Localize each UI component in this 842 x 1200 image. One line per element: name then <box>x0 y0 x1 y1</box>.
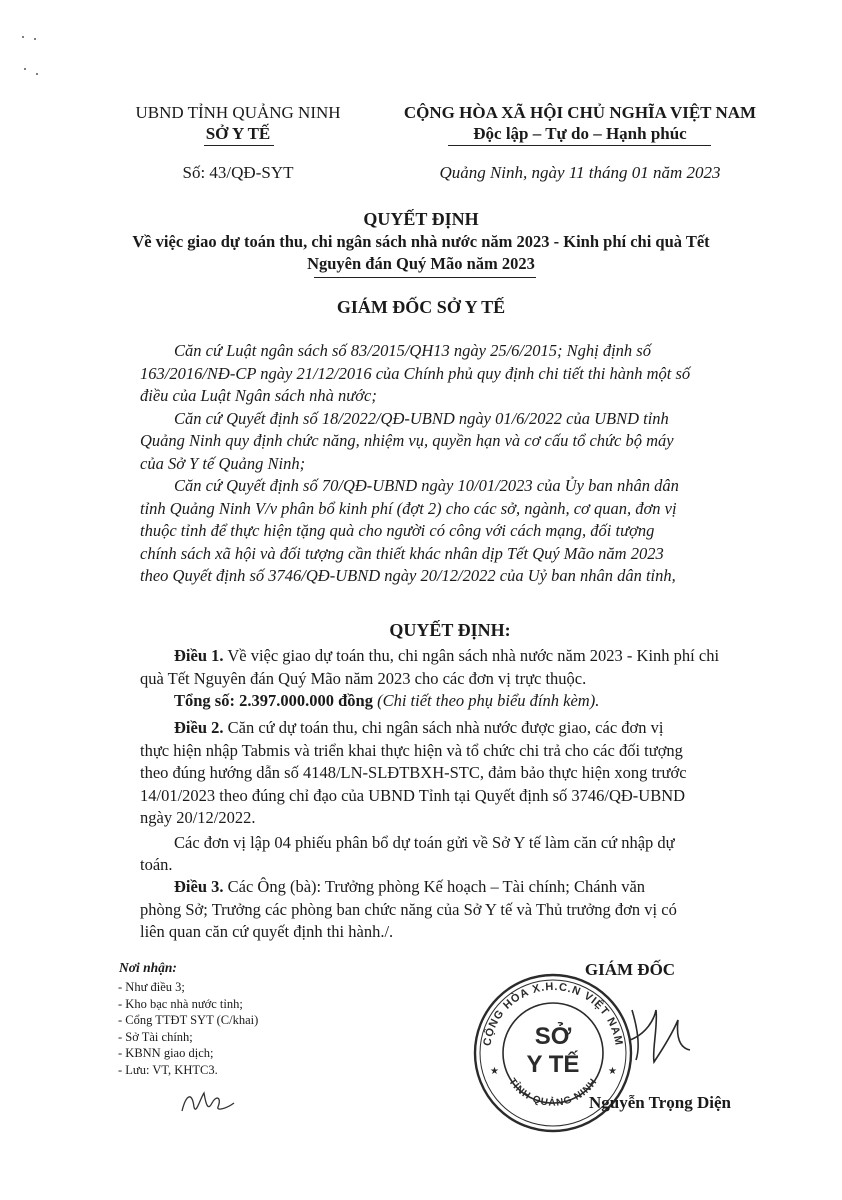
national-motto: Độc lập – Tự do – Hạnh phúc <box>473 124 687 143</box>
legal-basis-line: theo Quyết định số 3746/QĐ-UBND ngày 20/12/2022 của Uỷ ban nhân dân tỉnh, <box>140 566 676 585</box>
scan-speck <box>22 36 24 38</box>
legal-basis-line: thuộc tỉnh để thực hiện tặng quà cho người có công với cách mạng, đối tượng <box>140 521 655 540</box>
handwritten-signature <box>618 990 708 1070</box>
article-2-text-cont: ngày 20/12/2022. <box>140 808 256 827</box>
legal-basis-line: Căn cứ Luật ngân sách số 83/2015/QH13 ngày 25/6/2015; Nghị định số <box>174 341 651 360</box>
legal-basis-line: tỉnh Quảng Ninh V/v phân bổ kinh phí (đợt 2) cho các sở, ngành, cơ quan, đơn vị <box>140 498 677 518</box>
seal-star-right: ★ <box>608 1066 617 1077</box>
recipients-list <box>118 979 378 1078</box>
article-2-text-cont: thực hiện nhập Tabmis và triển khai thực hiện và tổ chức chi trả cho các đối tượng <box>140 740 683 760</box>
place-date: Quảng Ninh, ngày 11 tháng 01 năm 2023 <box>439 163 721 182</box>
legal-basis-line: của Sở Y tế Quảng Ninh; <box>140 453 306 473</box>
document-number: Số: 43/QĐ-SYT <box>182 163 294 182</box>
legal-basis-line: điều của Luật Ngân sách nhà nước; <box>140 386 377 405</box>
article-3-text-cont: liên quan căn cứ quyết định thi hành./. <box>140 922 394 941</box>
seal-center-line-1: SỞ <box>534 1023 572 1050</box>
article-1 <box>140 645 760 713</box>
legal-basis-line: chính sách xã hội và đối tượng cần thiết khác nhân dịp Tết Quý Mão năm 2023 <box>140 543 664 563</box>
article-3-label: Điều 3. <box>174 877 224 896</box>
seal-bottom-text: TỈNH QUẢNG NINH <box>506 1076 600 1109</box>
article-2-text-cont: Các đơn vị lập 04 phiếu phân bổ dự toán gửi về Sở Y tế làm căn cứ nhập dự <box>174 832 675 852</box>
legal-basis-line: Căn cứ Quyết định số 18/2022/QĐ-UBND ngày 01/6/2022 của UBND tỉnh <box>174 408 669 428</box>
agency-name: UBND TỈNH QUẢNG NINH <box>135 103 341 122</box>
recipient-item: - Cổng TTĐT SYT (C/khai) <box>118 1013 259 1027</box>
seal-center-line-2: Y TẾ <box>526 1051 580 1078</box>
legal-basis-line: Quảng Ninh quy định chức năng, nhiệm vụ, quyền hạn và cơ cấu tổ chức bộ máy <box>140 431 674 450</box>
scan-speck <box>24 68 26 70</box>
recipient-item: - Lưu: VT, KHTC3. <box>118 1062 218 1077</box>
article-2-text: Căn cứ dự toán thu, chi ngân sách nhà nước được giao, các đơn vị <box>227 718 664 737</box>
article-2-label: Điều 2. <box>174 718 224 737</box>
article-1-label: Điều 1. <box>174 646 224 665</box>
article-2-text-cont: toán. <box>140 855 173 874</box>
article-3 <box>140 876 760 944</box>
signer-title: GIÁM ĐỐC <box>584 960 676 979</box>
decision-subject-line-2: Nguyên đán Quý Mão năm 2023 <box>307 254 535 273</box>
recipients-heading: Nơi nhận: <box>119 960 177 975</box>
signer-name: Nguyễn Trọng Diện <box>588 1093 731 1112</box>
recipient-item: - KBNN giao dịch; <box>118 1046 214 1060</box>
article-2 <box>140 717 760 877</box>
authority-title: GIÁM ĐỐC SỞ Y TẾ <box>336 297 506 317</box>
legal-basis-line: Căn cứ Quyết định số 70/QĐ-UBND ngày 10/01/2023 của Ủy ban nhân dân <box>174 476 679 495</box>
decision-subject-line-1: Về việc giao dự toán thu, chi ngân sách nhà nước năm 2023 - Kinh phí chi quà Tết <box>132 232 710 251</box>
recipient-item: - Sở Tài chính; <box>118 1029 193 1044</box>
article-3-text-cont: phòng Sở; Trưởng các phòng ban chức năng của Sở Y tế và Thủ trưởng đơn vị có <box>140 899 677 919</box>
article-2-text-cont: theo đúng hướng dẫn số 4148/LN-SLĐTBXH-STC, đảm bảo thực hiện xong trước <box>140 763 687 782</box>
recipient-item: - Kho bạc nhà nước tỉnh; <box>118 996 243 1011</box>
department-underline <box>204 145 274 146</box>
initials-scribble <box>178 1085 238 1117</box>
department-name: SỞ Y TẾ <box>205 124 271 143</box>
seal-ring-text: CỘNG HÒA X.H.C.N VIỆT NAM <box>481 980 625 1047</box>
motto-underline <box>448 145 711 146</box>
seal-star-left: ★ <box>490 1066 499 1077</box>
legal-basis-line: 163/2016/NĐ-CP ngày 21/12/2016 của Chính phủ quy định chi tiết thi hành một số <box>140 363 691 383</box>
article-1-total: Tổng số: 2.397.000.000 đồng <box>174 691 373 710</box>
subject-underline <box>314 277 536 278</box>
scan-speck <box>36 73 38 75</box>
recipient-item: - Như điều 3; <box>118 980 185 994</box>
article-3-text: Các Ông (bà): Trưởng phòng Kế hoạch – Tài chính; Chánh văn <box>227 877 646 896</box>
decision-title: QUYẾT ĐỊNH <box>363 209 479 229</box>
article-1-text: Về việc giao dự toán thu, chi ngân sách nhà nước năm 2023 - Kinh phí chi <box>227 646 720 665</box>
article-1-text-cont: quà Tết Nguyên đán Quý Mão năm 2023 cho các đơn vị trực thuộc. <box>140 668 587 688</box>
legal-basis <box>140 340 760 588</box>
national-title: CỘNG HÒA XÃ HỘI CHỦ NGHĨA VIỆT NAM <box>403 103 757 122</box>
scan-speck <box>34 38 36 40</box>
decision-heading: QUYẾT ĐỊNH: <box>389 620 511 640</box>
article-2-text-cont: 14/01/2023 theo đúng chỉ đạo của UBND Tỉnh tại Quyết định số 3746/QĐ-UBND <box>140 785 686 805</box>
article-1-total-note: (Chi tiết theo phụ biểu đính kèm). <box>377 691 600 710</box>
